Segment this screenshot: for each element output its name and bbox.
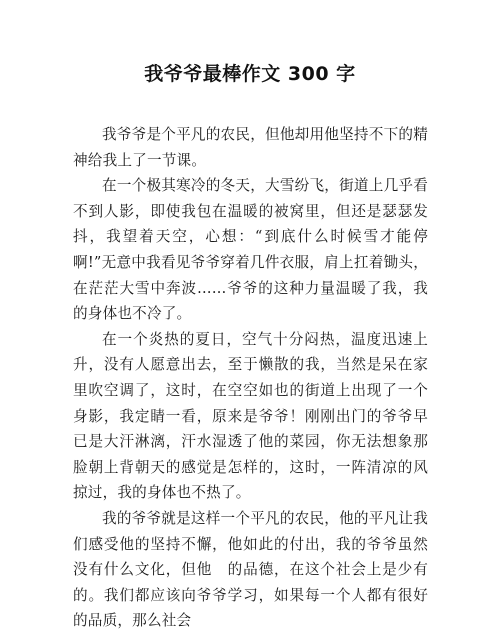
paragraph-3: 在一个炎热的夏日，空气十分闷热，温度迅速上升，没有人愿意出去，至于懒散的我，当然是呆在家里吹空调了，这时，在空空如也的街道上出现了一个身影，我定睛一看，原来是爷爷！刚刚出门的爷爷早已是大汗淋漓，汗水湿透了他的菜园，你无法想象那脸朝上背朝天的感觉是怎样的，这时，一阵清凉的风掠过，我的身体也不热了。	[73, 330, 428, 502]
document-title: 我爷爷最棒作文 300 字	[144, 63, 356, 85]
paragraph-4: 我的爷爷就是这样一个平凡的农民，他的平凡让我们感受他的坚持不懈，他如此的付出，我的爷爷虽然没有什么文化，但他 的品德，在这个社会上是少有的。我们都应该向爷爷学习，如果每一个人都有很好的品质，那么社会	[73, 509, 428, 630]
paragraph-1: 我爷爷是个平凡的农民，但他却用他坚持不下的精神给我上了一节课。	[73, 126, 428, 169]
paragraph-2: 在一个极其寒冷的冬天，大雪纷飞，街道上几乎看不到人影，即使我包在温暖的被窝里，但还是瑟瑟发抖，我望着天空，心想：“到底什么时候雪才能停啊!”无意中我看见爷爷穿着几件衣服，肩上扛着锄头，在茫茫大雪中奔波……爷爷的这种力量温暖了我，我的身体也不冷了。	[73, 177, 428, 323]
document-body	[73, 122, 428, 634]
